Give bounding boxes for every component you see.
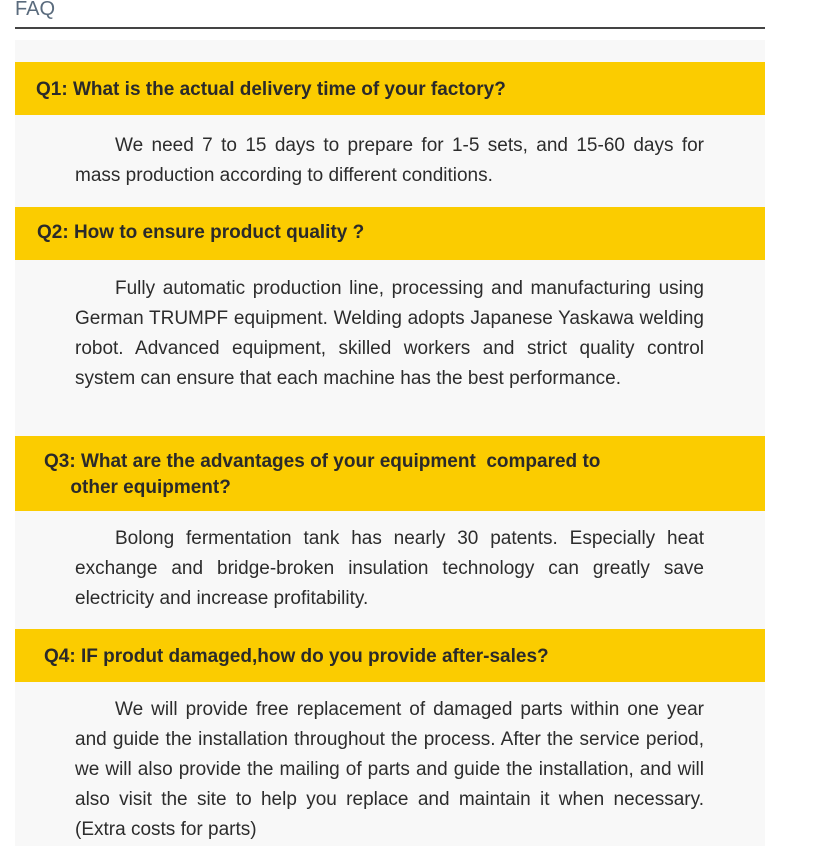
faq-answer-3: Bolong fermentation tank has nearly 30 patents. Especially heat exchange and bridge-broken insulation technology can greatly save electricity and increase profitability.: [75, 528, 704, 609]
faq-answer-4: We will provide free replacement of damaged parts within one year and guide the installation throughout the process. After the service period, we will also provide the mailing of parts and guide the installation, and will also visit the site to help you replace and maintain it when necessary. (Extra costs for parts): [75, 699, 704, 840]
faq-question-3-text: Q3: What are the advantages of your equipment compared to other equipment?: [44, 451, 601, 498]
faq-question-2-text: Q2: How to ensure product quality ?: [37, 222, 365, 243]
faq-question-2: [15, 207, 765, 260]
faq-question-3: [15, 436, 765, 511]
faq-answer-2: Fully automatic production line, processing and manufacturing using German TRUMPF equipment. Welding adopts Japanese Yaskawa welding robot. Advanced equipment, skilled workers and strict quality control system can ensure that each machine has the best performance.: [75, 278, 704, 389]
page-title: FAQ: [15, 0, 56, 20]
faq-question-1-text: Q1: What is the actual delivery time of your factory?: [36, 79, 506, 100]
faq-question-4-text: Q4: IF produt damaged,how do you provide after-sales?: [44, 646, 549, 667]
title-divider: [15, 27, 765, 29]
faq-question-4: [15, 629, 765, 682]
faq-answer-1: We need 7 to 15 days to prepare for 1-5 sets, and 15-60 days for mass production according to different conditions.: [75, 135, 704, 186]
faq-question-1: [15, 62, 765, 115]
